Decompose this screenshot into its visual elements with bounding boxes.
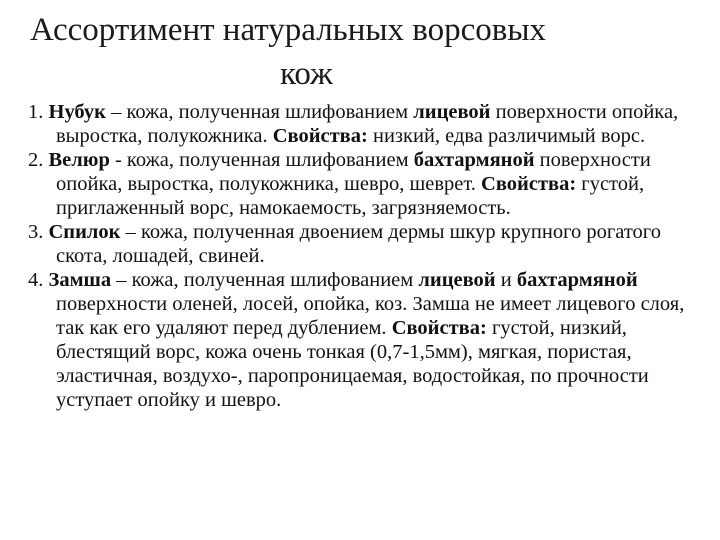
item-properties-label: Свойства:	[272, 125, 368, 147]
list-item-nubuck	[28, 100, 688, 148]
item-text: густой, низкий, блестящий ворс, кожа очень тонкая (0,7-1,5мм), мягкая, пористая, эластичная, воздухо-, паропроницаемая, водостойкая, по прочности уступает опойку и шевро.	[56, 317, 649, 411]
item-text: поверхности опойка, выростка, полукожника, шевро, шеврет.	[56, 149, 651, 195]
item-properties-label: Свойства:	[391, 317, 487, 339]
item-emphasis: лицевой	[413, 101, 491, 123]
item-text: поверхности опойка, выростка, полукожника.	[56, 101, 679, 147]
item-emphasis: бахтармяной	[413, 149, 535, 171]
list-item-velour	[28, 148, 688, 220]
item-text: густой, приглаженный ворс, намокаемость, загрязняемость.	[56, 173, 645, 219]
item-number: 4.	[28, 269, 44, 291]
item-number: 1.	[28, 101, 44, 123]
list-item-suede	[28, 268, 688, 412]
item-term: Замша	[48, 269, 112, 291]
title-line-2: кож	[280, 56, 333, 92]
item-term: Нубук	[48, 101, 106, 123]
item-text: - кожа, полученная шлифованием	[109, 149, 414, 171]
item-emphasis: лицевой	[418, 269, 496, 291]
item-text: – кожа, полученная шлифованием	[105, 101, 414, 123]
item-text: поверхности оленей, лосей, опойка, коз. Замша не имеет лицевого слоя, так как его удаляют перед дублением.	[56, 293, 685, 339]
item-text: и	[495, 269, 517, 291]
item-number: 2.	[28, 149, 44, 171]
item-number: 3.	[28, 221, 44, 243]
item-properties-label: Свойства:	[481, 173, 577, 195]
slide-title	[30, 8, 630, 96]
item-emphasis: бахтармяной	[516, 269, 638, 291]
item-text: – кожа, полученная шлифованием	[111, 269, 419, 291]
item-term: Спилок	[48, 221, 121, 243]
item-text: – кожа, полученная двоением дермы шкур крупного рогатого скота, лошадей, свиней.	[56, 221, 661, 267]
title-line-1: Ассортимент натуральных ворсовых	[30, 12, 547, 48]
leather-list	[28, 100, 688, 412]
list-item-split-leather	[28, 220, 688, 268]
item-term: Велюр	[48, 149, 110, 171]
item-text: низкий, едва различимый ворс.	[367, 125, 646, 147]
